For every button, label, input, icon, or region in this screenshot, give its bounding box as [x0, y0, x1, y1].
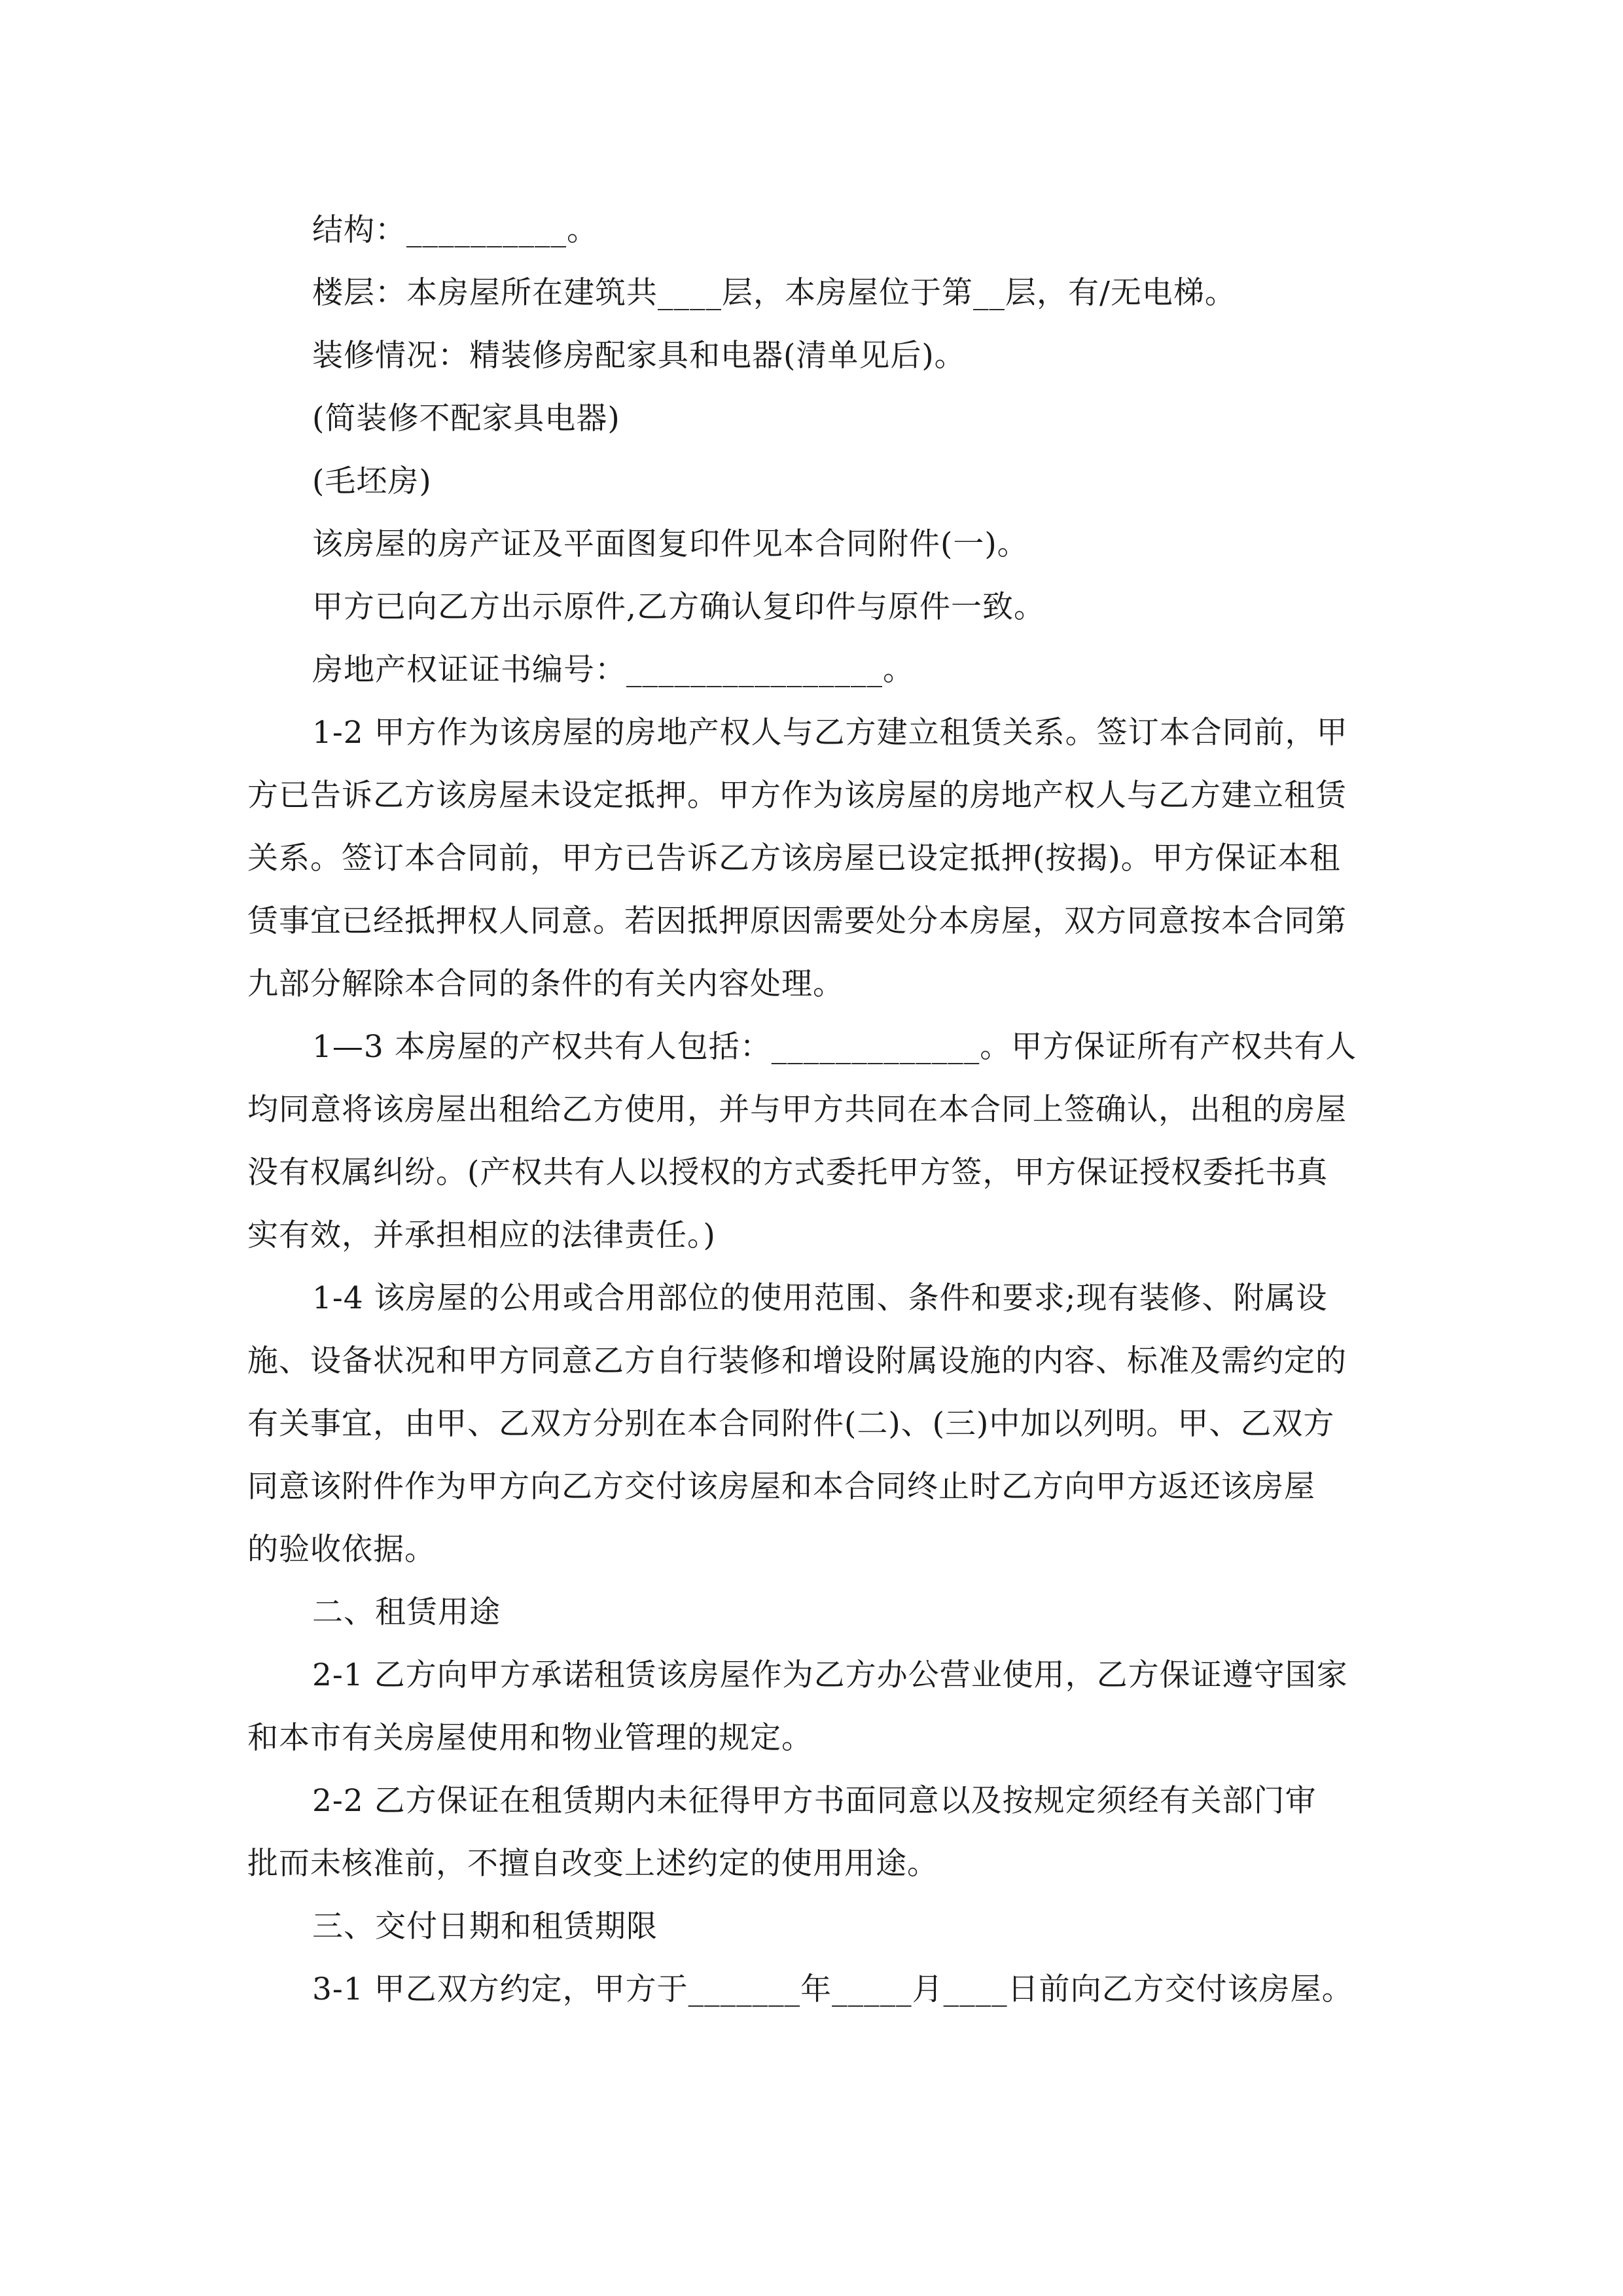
text-line-clause-1-2-c: 关系。签订本合同前，甲方已告诉乙方该房屋已设定抵押(按揭)。甲方保证本租: [247, 840, 1341, 876]
text-line-clause-1-3-d: 实有效，并承担相应的法律责任。): [247, 1217, 716, 1253]
text-line-clause-1-4-d: 同意该附件作为甲方向乙方交付该房屋和本合同终止时乙方向甲方返还该房屋: [247, 1469, 1315, 1505]
text-line-clause-1-2-d: 赁事宜已经抵押权人同意。若因抵押原因需要处分本房屋，双方同意按本合同第: [247, 903, 1347, 939]
text-line-clause-3-1: 3-1 甲乙双方约定，甲方于_______年_____月____日前向乙方交付该房屋。: [312, 1971, 1353, 2007]
text-line-clause-1-2-b: 方已告诉乙方该房屋未设定抵押。甲方作为该房屋的房地产权人与乙方建立租赁: [247, 778, 1347, 814]
text-line-cert-number: 房地产权证证书编号：________________。: [312, 652, 914, 688]
text-line-clause-1-2-a: 1-2 甲方作为该房屋的房地产权人与乙方建立租赁关系。签订本合同前，甲: [312, 715, 1348, 751]
text-line-clause-1-3-b: 均同意将该房屋出租给乙方使用，并与甲方共同在本合同上签确认，出租的房屋: [247, 1092, 1347, 1128]
text-line-clause-1-3-a: 1—3 本房屋的产权共有人包括：_____________。甲方保证所有产权共有人: [312, 1029, 1357, 1065]
text-line-clause-1-3-c: 没有权属纠纷。(产权共有人以授权的方式委托甲方签，甲方保证授权委托书真: [247, 1155, 1329, 1191]
text-line-clause-1-4-c: 有关事宜，由甲、乙双方分别在本合同附件(二)、(三)中加以列明。甲、乙双方: [247, 1406, 1335, 1442]
text-line-clause-2-1-a: 2-1 乙方向甲方承诺租赁该房屋作为乙方办公营业使用，乙方保证遵守国家: [312, 1657, 1348, 1693]
text-line-clause-2-2-b: 批而未核准前，不擅自改变上述约定的使用用途。: [247, 1846, 938, 1882]
text-line-clause-1-4-e: 的验收依据。: [247, 1532, 436, 1568]
text-line-clause-1-4-b: 施、设备状况和甲方同意乙方自行装修和增设附属设施的内容、标准及需约定的: [247, 1343, 1347, 1379]
text-line-unfinished: (毛坯房): [312, 463, 432, 499]
text-line-clause-1-4-a: 1-4 该房屋的公用或合用部位的使用范围、条件和要求;现有装修、附属设: [312, 1280, 1328, 1316]
text-line-clause-1-2-e: 九部分解除本合同的条件的有关内容处理。: [247, 966, 844, 1002]
text-line-clause-2-1-b: 和本市有关房屋使用和物业管理的规定。: [247, 1720, 813, 1756]
text-line-simple-decoration: (简装修不配家具电器): [312, 401, 620, 437]
section-heading-lease-purpose: 二、租赁用途: [312, 1594, 501, 1630]
text-line-property-cert: 该房屋的房产证及平面图复印件见本合同附件(一)。: [312, 526, 1029, 562]
text-line-floor: 楼层：本房屋所在建筑共____层，本房屋位于第__层，有/无电梯。: [312, 275, 1236, 311]
text-line-decoration: 装修情况：精装修房配家具和电器(清单见后)。: [312, 338, 966, 374]
text-line-clause-2-2-a: 2-2 乙方保证在租赁期内未征得甲方书面同意以及按规定须经有关部门审: [312, 1783, 1317, 1819]
text-line-original-shown: 甲方已向乙方出示原件,乙方确认复印件与原件一致。: [312, 589, 1045, 625]
text-line-structure: 结构：__________。: [312, 212, 598, 248]
section-heading-delivery-term: 三、交付日期和租赁期限: [312, 1909, 658, 1945]
